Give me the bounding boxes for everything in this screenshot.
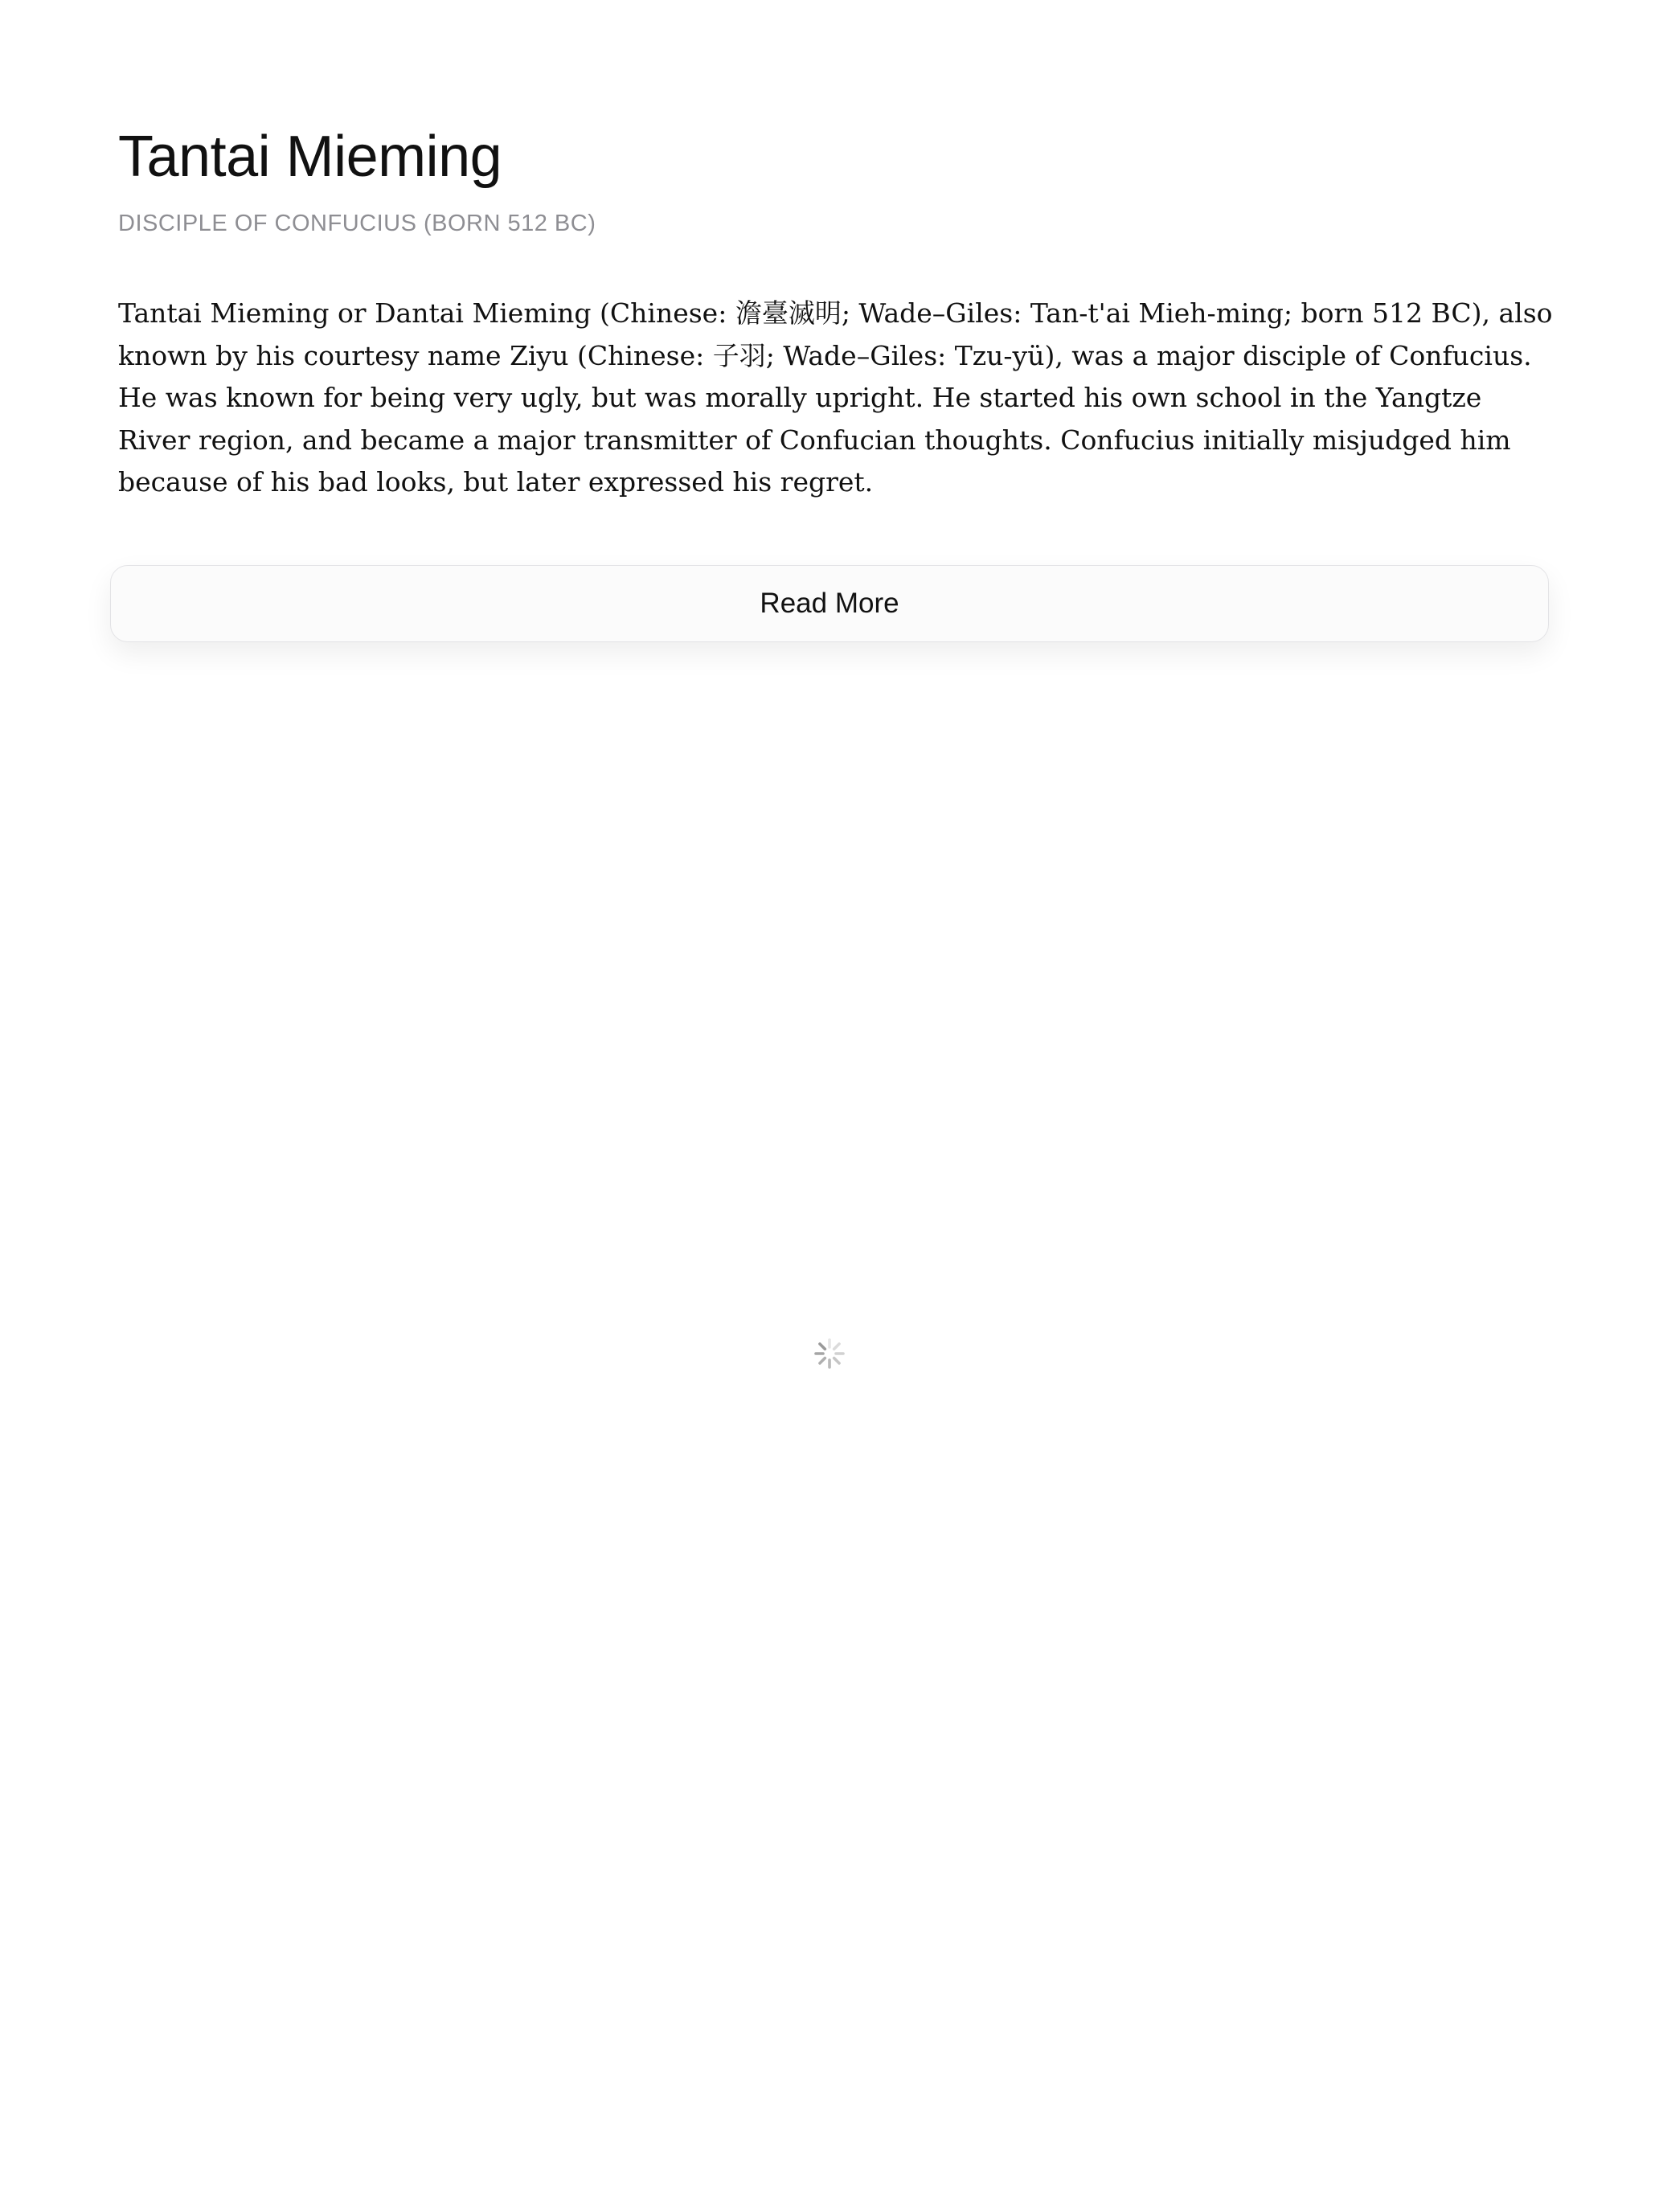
page-title: Tantai Mieming (118, 125, 502, 189)
spinner-spoke (834, 1344, 839, 1349)
article-extract: Tantai Mieming or Dantai Mieming (Chinese: 澹臺滅明; Wade–Giles: Tan-t'ai Mieh-ming; born 512 BC), also known by his courtesy name Ziyu (Chinese: 子羽; Wade–Giles: Tzu-yü), was a major disciple of Confucius. He was known for being very ugly, but was morally upright. He started his own school in the Yangtze River region, and became a major transmitter of Confucian thoughts. Confucius initially misjudged him because of his bad looks, but later expressed his regret. (118, 297, 1553, 498)
page-description: DISCIPLE OF CONFUCIUS (BORN 512 BC) (118, 211, 596, 236)
spinner-spoke (820, 1358, 825, 1363)
read-more-button[interactable]: Read More (110, 565, 1549, 642)
activity-spinner-icon (813, 1337, 846, 1370)
spinner-spoke (834, 1358, 839, 1363)
spinner-spoke (820, 1344, 825, 1349)
